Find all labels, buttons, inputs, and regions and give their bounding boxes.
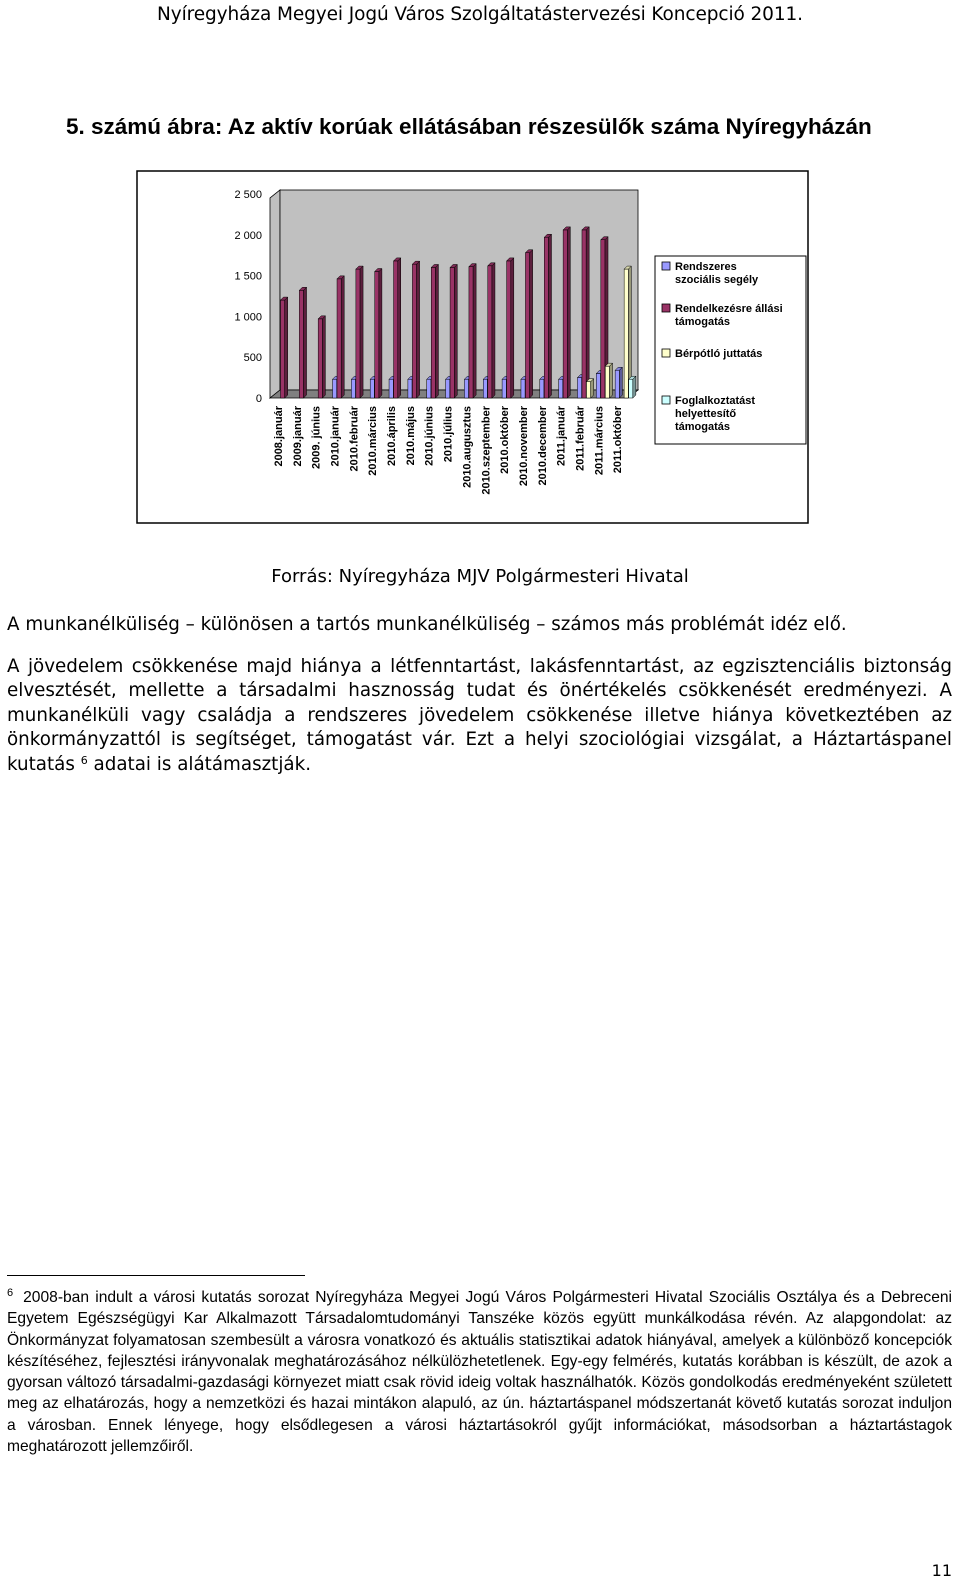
footnote-reference[interactable]: 6	[80, 753, 88, 767]
x-tick-label: 2009.január	[291, 406, 304, 467]
back-wall	[270, 190, 280, 398]
x-tick-label: 2011.január	[555, 406, 568, 466]
bar	[299, 287, 306, 398]
figure-title: 5. számú ábra: Az aktív korúak ellátásában részesülők száma Nyíregyházán	[66, 114, 872, 139]
bar-front	[488, 266, 492, 398]
y-tick-label: 0	[255, 393, 262, 405]
y-tick-label: 2 500	[234, 189, 262, 201]
x-tick-label: 2010.június	[423, 406, 436, 466]
bar-side	[417, 261, 420, 398]
bar-front	[483, 379, 487, 398]
bar-side	[567, 227, 570, 398]
bar-front	[318, 319, 322, 398]
x-tick-label: 2010.november	[517, 406, 530, 487]
footnote-text: 2008-ban indult a városi kutatás sorozat Nyíregyháza Megyei Jogú Város Polgármesteri Hivatal Szociális Osztálya és a Debreceni Egyetem Egészségügyi Kar Alkalmazott Társadalomtudományi Tanszéke közös együtt munkálkodása révén. Az alapgondolat: az Önkormányzat folyamatosan szembesült a városra vonatkozó és aktuális statisztikai adatok hiányával, amelyek a különböző koncepciók készítéséhez, fejlesztési irányvonalak meghatározásához nélkülözhetetlenek. Egy-egy felmérés, kutatás korábban is készült, de azok a gyorsan változó társadalmi-gazdasági környezet miatt csak rövid ideig voltak használhatók. Közös gondolkodás eredményeként született meg az elhatározás, hogy a nemzetközi és hazai mintákon alapuló, az ún. háztartáspanel módszertanát követő kutatás sorozat induljon a városban. Ennek lényege, hogy elsődlegesen a városi háztartásokról gyűjt információkat, másodsorban a háztartástagok meghatározott jellemzőiről.	[7, 1289, 952, 1456]
bar	[563, 227, 570, 398]
legend-label: Foglalkoztatást	[675, 395, 756, 407]
x-tick-label: 2011.október	[612, 406, 625, 474]
bar	[544, 234, 551, 398]
footnote-separator	[7, 1275, 305, 1276]
legend-label: szociális segély	[675, 274, 759, 286]
x-tick-label: 2010.szeptember	[480, 406, 493, 495]
bar	[605, 363, 612, 398]
bar-side	[492, 263, 495, 398]
bar-front	[601, 240, 605, 398]
bar	[431, 264, 438, 398]
bar-front	[582, 230, 586, 398]
bar-side	[619, 367, 622, 398]
bar-front	[412, 264, 416, 398]
bar-front	[624, 269, 628, 398]
bar-front	[559, 379, 563, 398]
x-tick-label: 2010.augusztus	[461, 406, 474, 488]
bar-front	[299, 290, 303, 398]
x-tick-label: 2008.január	[273, 406, 285, 467]
paragraph-tail: adatai is alátámasztják.	[87, 753, 312, 775]
legend-label: Rendszeres	[675, 261, 737, 273]
bar-side	[322, 316, 325, 398]
bar	[450, 264, 457, 398]
bar-front	[507, 261, 511, 398]
bar-front	[356, 269, 360, 398]
x-tick-label: 2010.április	[386, 406, 399, 466]
bar-front	[446, 379, 450, 398]
x-tick-label: 2009. június	[310, 406, 323, 469]
lead-sentence: A munkanélküliség – különösen a tartós munkanélküliség – számos más problémát idéz elő.	[7, 614, 847, 635]
bar	[507, 258, 514, 398]
bar-side	[511, 258, 514, 398]
bar-side	[548, 234, 551, 398]
legend-item	[662, 348, 762, 360]
bar	[586, 379, 593, 398]
bar-front	[586, 382, 590, 398]
bar-front	[629, 379, 633, 398]
y-tick-label: 500	[243, 352, 262, 365]
bar	[629, 376, 636, 398]
bar	[412, 261, 419, 398]
legend-swatch	[662, 262, 670, 270]
footnote	[7, 1287, 952, 1457]
bar-side	[435, 264, 438, 398]
bar-front	[615, 370, 619, 398]
body-paragraph	[7, 655, 952, 777]
bar-front	[389, 379, 393, 398]
document-header: Nyíregyháza Megyei Jogú Város Szolgáltatástervezési Koncepció 2011.	[157, 4, 803, 25]
x-tick-label: 2011.február	[574, 406, 587, 471]
bar-side	[586, 227, 589, 398]
bar	[356, 266, 363, 398]
bar-side	[473, 264, 476, 398]
bar-front	[281, 300, 285, 398]
bar	[281, 297, 288, 398]
x-tick-label: 2010.május	[404, 406, 417, 466]
page-number: 11	[931, 1561, 952, 1580]
legend-label: támogatás	[675, 421, 731, 433]
bar-front	[351, 379, 355, 398]
x-tick-label: 2010.március	[367, 406, 380, 476]
legend-swatch	[662, 349, 670, 357]
bar-front	[464, 379, 468, 398]
legend-label: Rendelkezésre állási	[675, 303, 783, 315]
y-tick-label: 2 000	[234, 229, 262, 242]
legend-swatch	[662, 396, 670, 404]
paragraph-text: A jövedelem csökkenése majd hiánya a létfenntartást, lakásfenntartást, az egzisztenciális biztonság elvesztését, mellette a társadalmi hasznosság tudat és önértékelés csökkenését eredményezi. A munkanélküli vagy családja a rendszeres jövedelem csökkenése illetve hiánya következtében az önkormányzattól is segítséget, támogatást vár. Ezt a helyi szociológiai vizsgálat, a Háztartáspanel kutatás	[7, 656, 952, 775]
bar-front	[577, 378, 581, 398]
x-tick-label: 2010.július	[442, 406, 455, 463]
bar-front	[408, 379, 412, 398]
bar	[615, 367, 622, 398]
bar-side	[304, 287, 307, 398]
bar	[582, 227, 589, 398]
bar-front	[431, 267, 435, 398]
bar-side	[360, 266, 363, 398]
bar	[318, 316, 325, 398]
source-caption: Forrás: Nyíregyháza MJV Polgármesteri Hivatal	[271, 566, 689, 587]
bar-side	[610, 363, 613, 398]
bar-front	[375, 272, 379, 398]
x-tick-label: 2010.január	[329, 406, 342, 467]
legend-label: Bérpótló juttatás	[675, 348, 763, 360]
bar	[525, 250, 532, 398]
x-tick-label: 2010.december	[536, 406, 549, 486]
x-tick-label: 2010.február	[348, 406, 361, 472]
x-tick-label: 2011.március	[593, 406, 606, 476]
bar-front	[540, 379, 544, 398]
bar-front	[563, 230, 567, 398]
bar	[375, 269, 382, 398]
legend-label: helyettesítő	[675, 408, 737, 420]
x-tick-label: 2010.október	[499, 406, 512, 474]
bar-side	[530, 250, 533, 398]
bar-front	[521, 379, 525, 398]
bar-front	[544, 237, 548, 398]
bar	[394, 258, 401, 398]
bar-front	[469, 267, 473, 398]
bar-side	[633, 376, 636, 398]
bar-front	[502, 379, 506, 398]
legend-swatch	[662, 304, 670, 312]
bar-front	[370, 379, 374, 398]
bar-front	[337, 279, 341, 398]
bar-side	[398, 258, 401, 398]
y-tick-label: 1 500	[234, 270, 262, 283]
bar-chart	[0, 0, 960, 560]
bar-side	[454, 264, 457, 398]
legend-label: támogatás	[675, 316, 731, 328]
bar	[337, 276, 344, 398]
bar-front	[427, 379, 431, 398]
bar	[469, 264, 476, 398]
bar	[488, 263, 495, 398]
bar-front	[525, 253, 529, 398]
bar-side	[379, 269, 382, 398]
bar-side	[285, 297, 288, 398]
bar-front	[596, 374, 600, 398]
bar-side	[341, 276, 344, 398]
bar-front	[605, 366, 609, 398]
bar-front	[333, 379, 337, 398]
footnote-mark: 6	[7, 1287, 14, 1299]
bar-front	[450, 267, 454, 398]
bar-front	[394, 261, 398, 398]
y-tick-label: 1 000	[234, 311, 262, 324]
